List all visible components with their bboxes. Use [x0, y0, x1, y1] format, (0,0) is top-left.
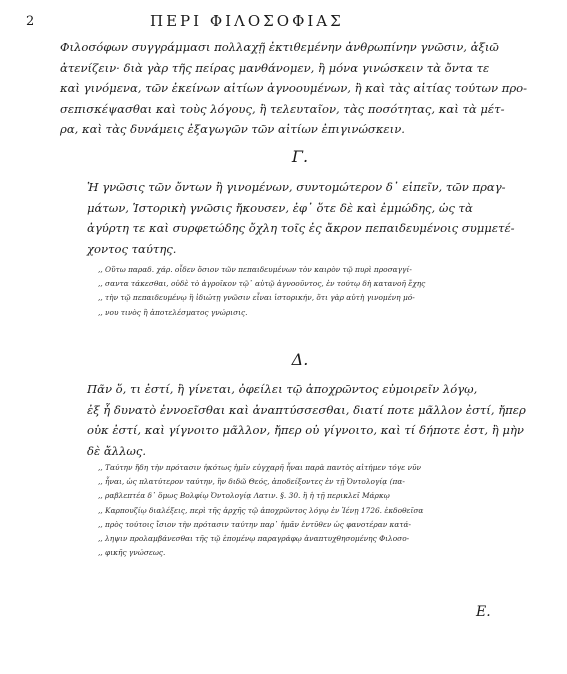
note-line: ,, ραβλεπτέα δ᾽ ὅμως Βολφίῳ Ὀντολογίᾳ Λατιν. §. 30. ἢ ἡ τῇ περικλεῖ Μάρκῳ	[98, 491, 390, 501]
section-gamma-line: ἀγύρτη τε καὶ συρφετώδης ὄχλη τοῖς ἐς ἄκρον πεπαιδευμένοις συμμετέ-	[87, 221, 515, 235]
section-delta-note	[98, 461, 528, 560]
note-line: ,, ἦναι, ὡς πλατύτερον ταύτην, ἣν διδῶ Θεός, ἀποδείξοντες ἐν τῇ Ὀντολογίᾳ (πα-	[98, 477, 405, 487]
section-delta-line: Πᾶν ὅ, τι ἐστί, ἢ γίνεται, ὀφείλει τῷ ἀποχρῶντος εὐμοιρεῖν λόγῳ,	[87, 382, 478, 396]
note-line: ,, Οὕτω παραδ. χάρ. οἶδεν ὅσιον τῶν πεπαιδευμένων τὸν καιρὸν τῷ πυρὶ προσαγγί-	[98, 265, 412, 274]
section-gamma-line: μάτων, Ἱστορικὴ γνῶσις ἤκουσεν, ἐφ᾽ ὅτε δὲ καὶ ἐμμώδης, ὡς τὰ	[87, 200, 473, 215]
section-gamma-text	[87, 177, 527, 259]
section-gamma-note	[98, 263, 528, 320]
section-delta-text	[87, 379, 527, 461]
section-gamma-line: Ἡ γνῶσις τῶν ὄντων ἢ γινομένων, συντομώτερον δ᾽ εἰπεῖν, τῶν πραγ-	[87, 180, 506, 194]
paragraph-1-line: καὶ γινόμενα, τῶν ἐκείνων αἰτίων ἀγνοουμένων, ἢ καὶ τὰς αἰτίας τούτων προ-	[60, 81, 528, 95]
note-line: ,, πρὸς τούτοις ἴσιον τὴν πρότασιν ταύτην παρ᾽ ἡμᾶν ἐντῦθεν ὡς φανοτέραν κατά-	[98, 519, 411, 529]
note-line: ,, νου τινὸς ἢ ἀποτελέσματος γνώρισις.	[98, 307, 248, 317]
note-line: ,, φικῆς γνώσεως.	[98, 548, 166, 558]
note-line: ,, Καρπουζίῳ διαλέξεις, περὶ τῆς ἀρχῆς τῷ ἀποχρῶντος λόγῳ ἐν Ἰένῃ 1726. ἐκδοθεῖσα	[98, 505, 424, 515]
running-title: ΠΕΡΙ ΦΙΛΟΣΟΦΙΑΣ	[150, 12, 344, 30]
note-line: ,, σαντα τάκεσθαι, οὐδὲ τὸ ἀγροῖκον τῷ᾽ αὐτῷ ἀγνοοῦντος, ἐν τούτῳ δὴ κατανοῆ ἔχης	[98, 279, 426, 289]
section-heading-delta: Δ.	[291, 350, 309, 369]
section-delta-line: οὐκ ἐστί, καὶ γίγνοιτο μᾶλλον, ἤπερ οὐ γίγνοιτο, καὶ τί δήποτε ἐστ, ἢ μὴν	[87, 423, 524, 437]
paragraph-1-line: ἀτενίζειν· διὰ γὰρ τῆς πείρας μανθάνομεν, ἢ μόνα γινώσκειν τὰ ὄντα τε	[60, 60, 490, 75]
note-line: ,, τὴν τῷ πεπαιδευμένῳ ἢ ἰδιώτῃ γνῶσιν εἶναι ἱστορικήν, ὅτι γὰρ αὐτὴ γινομένη μό-	[98, 293, 415, 303]
page-number: 2	[26, 14, 35, 29]
paragraph-1-line: σεπισκέψασθαι καὶ τοὺς λόγους, ἢ τελευταῖον, τὰς ποσότητας, καὶ τὰ μέτ-	[60, 101, 505, 116]
catchword: Ε.	[476, 604, 491, 620]
note-line: ,, Ταύτην ἤδη τὴν πρότασιν ἠκότως ἡμῖν εὐγχαρῆ ἦναι παρὰ παντὸς αἰτήμεν τόγε νῦν	[98, 463, 421, 472]
section-delta-line: δὲ ἄλλως.	[87, 443, 147, 458]
section-gamma-line: χοντος ταύτης.	[87, 241, 177, 256]
paragraph-1-line: Φιλοσόφων συγγράμμασι πολλαχῇ ἐκτιθεμένην ἀνθρωπίνην γνῶσιν, ἀξιῶ	[60, 40, 499, 54]
section-delta-line: ἐξ ἧ δυνατὸ ἐννοεῖσθαι καὶ ἀναπτύσσεσθαι, διατί ποτε μᾶλλον ἐστί, ἤπερ	[87, 402, 526, 417]
note-line: ,, ληψιν προλαμβάνεσθαι τῆς τῷ ἑπομένῳ παραγράφῳ ἀναπτυχθησομένης Φιλοσο-	[98, 533, 410, 543]
paragraph-1-line: ρα, καὶ τὰς δυνάμεις ἐξαγωγῶν τῶν αἰτίων ἐπιγινώσκειν.	[60, 122, 405, 136]
section-heading-gamma: Γ.	[291, 147, 309, 166]
paragraph-1	[60, 37, 530, 140]
